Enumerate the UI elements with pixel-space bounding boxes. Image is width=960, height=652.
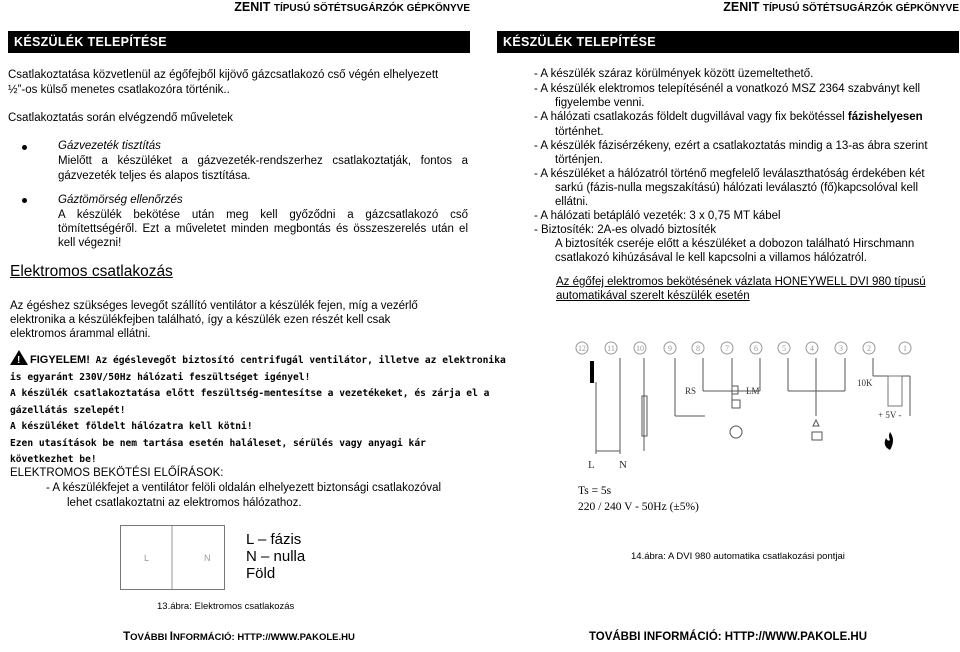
operations-intro: Csatlakoztatás során elvégzendő műveletek: [8, 112, 234, 124]
electrical-paragraph: Az égéshez szükséges levegőt szállító ventilátor a készülék fejen, míg a vezérlő: [10, 300, 418, 312]
terminal-number: 12: [578, 344, 586, 353]
diagram-title: automatikával szerelt készülék esetén: [556, 290, 750, 302]
list-item: - A készüléket a hálózatról történő megfelelő leválaszthatóság érdekében két: [534, 168, 925, 180]
right-footer: TOVÁBBI INFORMÁCIÓ: HTTP://WWW.PAKOLE.HU: [588, 631, 868, 643]
plug-legend: [246, 531, 305, 582]
legend-neutral: N – nulla: [246, 548, 306, 565]
figure-13-caption: 13.ábra: Elektromos csatlakozás: [157, 601, 295, 612]
earth-bar: [590, 361, 594, 383]
motor-icon: [730, 426, 742, 438]
flame-icon: [885, 432, 893, 450]
list-item-cont: csatlakozó kihúzásával le kell kapcsolni a villamos hálózatról.: [555, 252, 867, 264]
terminal-number: 1: [903, 344, 907, 353]
list-item: - Biztosíték: 2A-es olvadó biztosíték: [534, 224, 717, 236]
list-item-cont: figyelembe venni.: [555, 97, 645, 109]
header-title: TÍPUSÚ SÖTÉTSUGÁRZÓK GÉPKÖNYVE: [762, 3, 959, 14]
terminal-number: 3: [839, 344, 843, 353]
terminal-l-label: L: [588, 459, 595, 471]
figure-14-caption: 14.ábra: A DVI 980 automatika csatlakozási pontjai: [631, 551, 845, 562]
electrical-heading: Elektromos csatlakozás: [10, 263, 173, 280]
wiring-diagram: [560, 336, 940, 536]
diagram-title: Az égőfej elektromos bekötésének vázlata HONEYWELL DVI 980 típusú: [556, 276, 926, 288]
legend-phase: L – fázis: [246, 531, 302, 548]
list-item-cont: A biztosíték cseréje előtt a készüléket a dobozon található Hirschmann: [555, 238, 915, 250]
bullet-title-leak-check: Gáztömörség ellenőrzés: [58, 194, 183, 206]
terminal-number: 4: [810, 344, 814, 353]
electrical-paragraph: elektronika a készülékfejben található, így a készülék ezen részét kell csak: [10, 314, 391, 326]
left-page: [8, 0, 470, 652]
bullet-text: tömítettségéről. Ezt a műveletet minden megbontás és összeszerelés után el: [58, 223, 468, 235]
right-header: [723, 0, 959, 14]
terminal-row: [576, 342, 911, 354]
relay-contact: [732, 386, 738, 394]
terminal-number: 7: [725, 344, 729, 353]
rs-label: RS: [685, 386, 697, 396]
bold-phase-correct: fázishelyesen: [847, 111, 923, 123]
brand-name: ZENIT: [234, 0, 271, 14]
warning-box: ! FIGYELEM! Az égéslevegőt biztosító centrifugál ventilátor, illetve az elektronika is egyaránt 230V/50Hz hálózati feszültséget igényel! A készülék csatlakoztatása előtt feszültség-mentesítse a vezetékeket, és zárja el a gázellátás szelepét! A készüléket földelt hálózatra kell kötni! Ezen utasítások be nem tartása esetén haláleset, sérülés vagy anyagi kár következhet be!: [10, 350, 460, 469]
terminal-number: 10: [636, 344, 644, 353]
list-item: - A hálózati csatlakozás földelt dugvillával vagy fix bekötéssel fázishelyesen: [534, 111, 923, 123]
v5-label: + 5V -: [878, 410, 902, 420]
plug-l-label: L: [144, 553, 150, 563]
terminal-number: 8: [696, 344, 700, 353]
r10k-label: 10K: [857, 378, 873, 388]
list-item-cont: történjen.: [555, 154, 603, 166]
list-item: - A készülék fázisérzékeny, ezért a csatlakoztatás mindig a 13-as ábra szerint: [534, 140, 928, 152]
wiring-lines: [596, 358, 910, 454]
sensor-box: [812, 432, 822, 440]
terminal-number: 2: [867, 344, 871, 353]
section-bar: KÉSZÜLÉK TELEPÍTÉSE: [497, 31, 959, 53]
bullet-dot: [22, 198, 27, 203]
terminal-number: 6: [754, 344, 758, 353]
bullet-dot: [22, 145, 27, 150]
rules-item: - A készülékfejet a ventilátor felöli oldalán elhelyezett biztonsági csatlakozóval: [46, 482, 442, 494]
warning-label: FIGYELEM!: [30, 354, 90, 366]
rules-item: lehet csatlakoztatni az elektromos hálózathoz.: [67, 497, 302, 509]
terminal-number: 5: [782, 344, 786, 353]
left-footer: TOVÁBBI INFORMÁCIÓ: HTTP://WWW.PAKOLE.HU: [123, 631, 355, 643]
list-item-cont: sarkú (fázis-nulla megszakítású) hálózati leválasztó (fő)kapcsolóval kell: [555, 182, 919, 194]
relay-coil: [732, 400, 740, 408]
sensor-icon: [813, 420, 819, 426]
left-header: [234, 0, 470, 14]
list-item: - A készülék száraz körülmények között üzemeltethető.: [534, 68, 814, 80]
plug-diagram: [120, 525, 230, 595]
bullet-text: gázvezeték teljes és alapos tisztítása.: [58, 170, 251, 182]
bullet-text: A készülék bekötése után meg kell győződni a gázcsatlakozó cső: [58, 209, 468, 221]
warning-icon: !: [10, 350, 28, 365]
timing-label: Ts = 5s: [578, 485, 612, 497]
bullet-text: Mielőtt a készüléket a gázvezeték-rendszerhez csatlakoztatják, fontos a: [58, 155, 468, 167]
list-item-cont: ellátni.: [555, 196, 589, 208]
list-item: - A hálózati betápláló vezeték: 3 x 0,75 MT kábel: [534, 210, 781, 222]
rules-title: ELEKTROMOS BEKÖTÉSI ELŐÍRÁSOK:: [10, 467, 224, 479]
section-bar: KÉSZÜLÉK TELEPÍTÉSE: [8, 31, 470, 53]
terminal-number: 11: [607, 344, 615, 353]
legend-earth: Föld: [246, 565, 276, 582]
bullet-title-gas-cleaning: Gázvezeték tisztítás: [58, 140, 161, 152]
terminal-number: 9: [668, 344, 672, 353]
supply-label: 220 / 240 V - 50Hz (±5%): [578, 501, 699, 513]
paragraph-connection-1: Csatlakoztatása közvetlenül az égőfejből kijövő gázcsatlakozó cső végén elhelyezett: [8, 69, 439, 81]
terminal-n-label: N: [619, 459, 627, 471]
brand-name: ZENIT: [723, 0, 760, 14]
bullet-text: kell végezni!: [58, 237, 122, 249]
resistor-10k: [888, 376, 902, 406]
electrical-paragraph: elektromos árammal ellátni.: [10, 328, 151, 340]
paragraph-connection-2: ½”-os külső menetes csatlakozóra történik..: [8, 84, 230, 96]
plug-n-label: N: [204, 553, 211, 563]
list-item: - A készülék elektromos telepítésénél a vonatkozó MSZ 2364 szabványt kell: [534, 83, 921, 95]
header-title: TÍPUSÚ SÖTÉTSUGÁRZÓK GÉPKÖNYVE: [273, 3, 470, 14]
lm-label: LM: [746, 386, 760, 396]
list-item-cont: történhet.: [555, 126, 604, 138]
